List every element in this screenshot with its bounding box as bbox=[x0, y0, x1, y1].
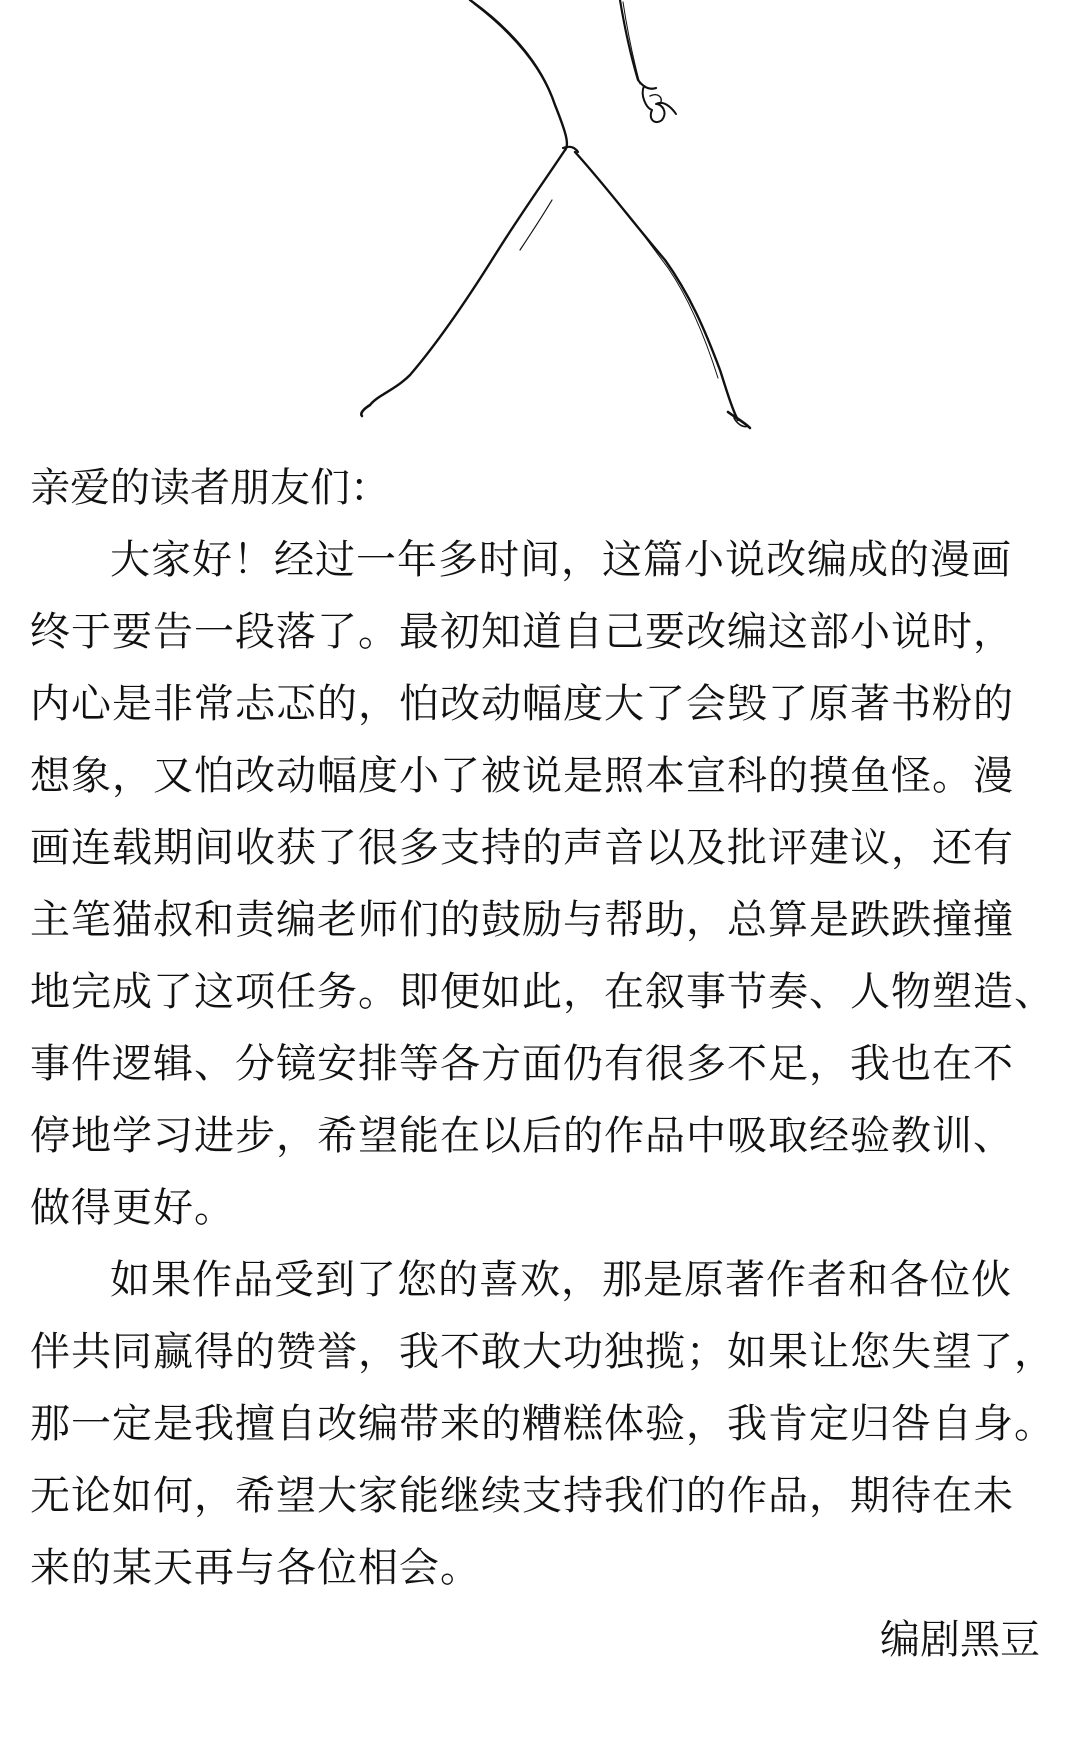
paragraph-line: 终于要告一段落了。最初知道自己要改编这部小说时， bbox=[30, 609, 1014, 655]
paragraph-line: 如果作品受到了您的喜欢，那是原著作者和各位伙 bbox=[110, 1257, 1012, 1303]
paragraph-line: 大家好！经过一年多时间，这篇小说改编成的漫画 bbox=[110, 537, 1012, 583]
paragraph-line: 无论如何，希望大家能继续支持我们的作品，期待在未 bbox=[30, 1473, 1014, 1519]
letter-paragraph-2 bbox=[30, 1244, 1055, 1604]
letter-salutation: 亲爱的读者朋友们： bbox=[30, 465, 390, 511]
letter-body bbox=[30, 452, 1055, 1676]
letter-paragraph-1 bbox=[30, 524, 1055, 1244]
paragraph-line: 做得更好。 bbox=[30, 1185, 235, 1231]
paragraph-line: 来的某天再与各位相会。 bbox=[30, 1545, 481, 1591]
paragraph-line: 事件逻辑、分镜安排等各方面仍有很多不足，我也在不 bbox=[30, 1041, 1014, 1087]
paragraph-line: 内心是非常忐忑的，怕改动幅度大了会毁了原著书粉的 bbox=[30, 681, 1014, 727]
paragraph-line: 画连载期间收获了很多支持的声音以及批评建议，还有 bbox=[30, 825, 1014, 871]
paragraph-line: 想象，又怕改动幅度小了被说是照本宣科的摸鱼怪。漫 bbox=[30, 753, 1014, 799]
paragraph-line: 停地学习进步，希望能在以后的作品中吸取经验教训、 bbox=[30, 1113, 1014, 1159]
paragraph-line: 主笔猫叔和责编老师们的鼓励与帮助，总算是跌跌撞撞 bbox=[30, 897, 1014, 943]
figure-sketch-illustration bbox=[0, 0, 1080, 440]
paragraph-line: 伴共同赢得的赞誉，我不敢大功独揽；如果让您失望了， bbox=[30, 1329, 1055, 1375]
paragraph-line: 那一定是我擅自改编带来的糟糕体验，我肯定归咎自身。 bbox=[30, 1401, 1055, 1447]
paragraph-line: 地完成了这项任务。即便如此，在叙事节奏、人物塑造、 bbox=[30, 969, 1055, 1015]
letter-signature: 编剧黑豆 bbox=[880, 1617, 1040, 1663]
